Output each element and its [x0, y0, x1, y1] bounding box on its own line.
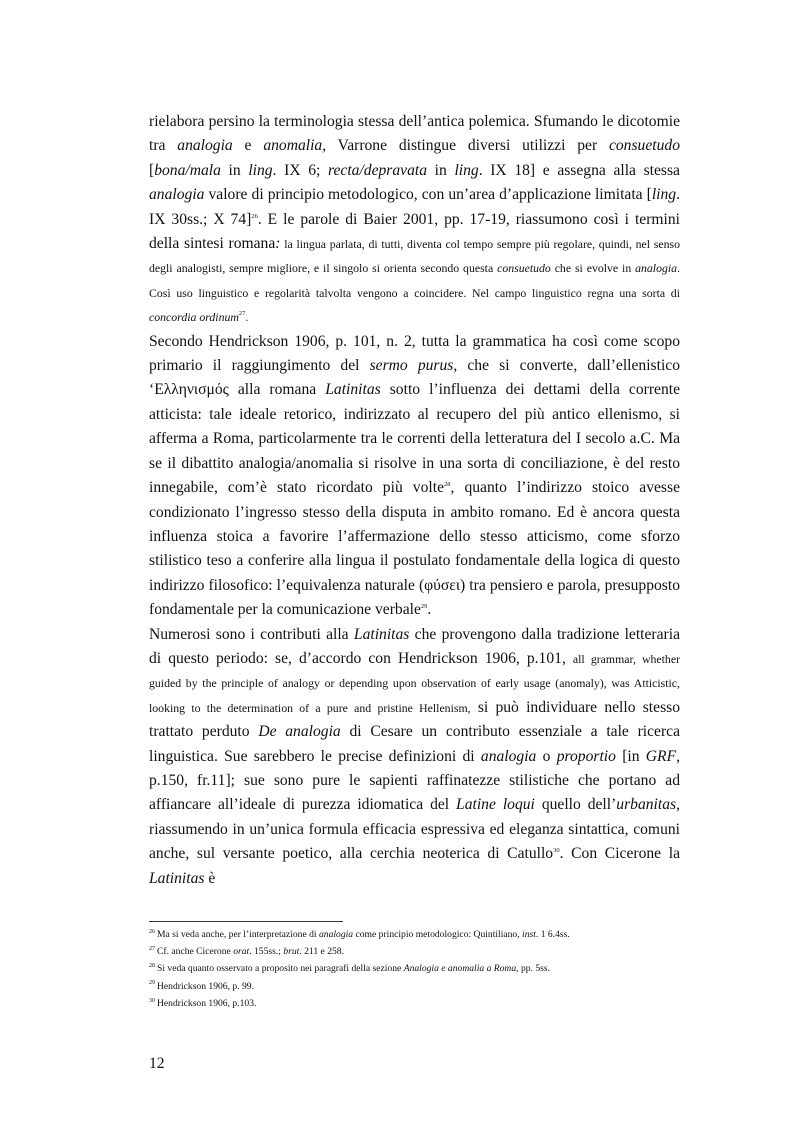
italic-term: brut — [283, 946, 300, 958]
footnote-29 — [149, 978, 709, 995]
italic-term: bona/mala — [154, 161, 221, 179]
text-run: valore di principio metodologico, con un’area d’applicazione limitata [ — [204, 186, 652, 204]
footnote-ref-26[interactable]: 26 — [251, 212, 258, 220]
italic-term: ling — [651, 186, 677, 204]
footnote-number: 28 — [149, 963, 155, 970]
italic-term: analogia — [480, 747, 537, 765]
text-run: la — [280, 237, 297, 252]
italic-term: consuetudo — [608, 137, 680, 155]
text-run: . E le parole di Baier 2001, pp. 17-19, riassumono così i termini della sintesi romana — [149, 210, 680, 253]
text-run: , Varrone distingue diversi utilizzi per — [322, 137, 609, 155]
footnote-number: 26 — [149, 928, 155, 935]
italic-term: concordia ordinum — [149, 310, 239, 325]
italic-term: urbanitas — [616, 796, 677, 814]
text-run: , p.150, fr.11]; sue sono pure le sapienti raffinatezze stilistiche che portano ad affiancare all’ideale di purezza idiomatica del — [149, 747, 681, 814]
footnote-26 — [149, 926, 709, 943]
footnote-text: Ma si veda anche, per l’interpretazione di — [157, 929, 319, 940]
text-run: . IX 30ss.; X 74] — [149, 186, 680, 228]
paragraph-3 — [149, 623, 680, 891]
footnote-text: Si veda quanto osservato a proposito nei paragrafi della sezione — [157, 963, 404, 975]
italic-term: ling — [248, 161, 273, 179]
footnote-text: . 211 e 258. — [299, 946, 344, 958]
text-run: sotto l’influenza dei dettami della corrente atticista: tale ideale retorico, indirizzato al recupero del più antico ellenismo, si afferma a Roma, particolarmente tra le correnti della letteratura del I secolo a.C. Ma se il dibattito analogia/anomalia si risolve in una sorta di conciliazione, è del resto innegabile, com’è stato ricordato più volte — [149, 381, 680, 497]
footnote-number: 30 — [149, 997, 155, 1004]
text-run: rielabora persino la terminologia stessa dell’antica polemica. Sfumando le dicotomie tra — [149, 113, 680, 155]
italic-term: analogia — [635, 261, 678, 276]
text-run: . — [427, 601, 432, 619]
text-run: e — [232, 137, 264, 155]
text-run: che provengono dalla tradizione letteraria di questo periodo: se, d’accordo con Hendrickson 1906, p.101, — [149, 625, 680, 667]
text-run: in — [220, 161, 249, 179]
italic-term: Latinitas — [325, 381, 381, 399]
italic-term: consuetudo — [497, 261, 551, 276]
italic-term: recta/depravata — [328, 161, 428, 179]
italic-term: sermo purus — [369, 357, 454, 375]
text-run: [ — [149, 161, 155, 179]
italic-term: Latine loqui — [456, 796, 535, 814]
text-run: . IX 18] e assegna alla stessa — [478, 161, 680, 179]
footnote-separator — [149, 921, 343, 922]
quotation: lingua parlata, di tutti, diventa col tempo sempre più regolare, quindi, nel senso degli analogisti, sempre migliore, e il singolo si orienta secondo questa — [149, 237, 680, 276]
text-run: è — [204, 869, 216, 887]
footnote-text: . 155ss.; — [249, 946, 284, 958]
text-run: , che si converte, dall’ellenistico ‘Ελληνισμός alla romana — [149, 357, 681, 399]
text-run: quello dell’ — [534, 796, 617, 814]
footnote-ref-29[interactable]: 29 — [420, 602, 428, 610]
footnote-28 — [149, 960, 709, 977]
quotation: . Così uso linguistico e regolarità talvolta vengono a coincidere. Nel campo linguistico regna una sorta di — [149, 261, 681, 300]
footnote-30 — [149, 995, 709, 1012]
italic-term: proportio — [556, 747, 616, 765]
text-run: Secondo Hendrickson 1906, p. 101, n. 2, tutta la grammatica ha così come scopo primario il raggiungimento del — [149, 332, 680, 375]
italic-term: analogia — [177, 137, 233, 155]
text-run: [in — [615, 747, 646, 765]
english-quotation: all grammar, whether guided by the principle of analogy or depending upon observation of early usage (anomaly), was Atticistic, looking to the determination of a pure and pristine Hellenism, — [149, 651, 681, 715]
footnote-ref-27[interactable]: 27 — [238, 310, 246, 318]
italic-term: anomalia — [263, 137, 323, 155]
text-run: si può individuare nello stesso trattato perduto — [149, 698, 680, 741]
italic-term: ling — [454, 161, 479, 179]
italic-term: inst — [522, 929, 536, 940]
quotation: . — [245, 310, 249, 325]
footnote-text: , pp. 5ss. — [516, 963, 551, 975]
footnote-text: Hendrickson 1906, p.103. — [157, 997, 257, 1009]
text-run: . Con Cicerone la — [559, 845, 680, 863]
text-run: o — [536, 747, 557, 765]
text-run: . IX 6; — [272, 161, 328, 179]
footnote-text: come principio metodologico: Quintiliano, — [353, 929, 523, 940]
footnote-number: 29 — [149, 980, 155, 987]
italic-term: : — [275, 235, 281, 253]
italic-term: analogia — [318, 929, 354, 940]
text-run: , quanto l’indirizzo stoico avesse condizionato l’ingresso stesso della disputa in ambito romano. Ed è ancora questa influenza stoica a favorire l’affermazione dello stesso atticismo, come sforzo stilistico teso a conferire alla lingua il postulato fondamentale della logica di questo indirizzo filosofico: l’equivalenza naturale (φύσει) tra pensiero e parola, presupposto fondamentale per la comunicazione verbale — [149, 479, 680, 619]
italic-term: Latinitas — [353, 625, 410, 643]
footnote-ref-28[interactable]: 28 — [443, 480, 451, 488]
body-text — [149, 110, 680, 891]
italic-term: GRF — [645, 747, 677, 765]
footnote-ref-30[interactable]: 30 — [553, 847, 560, 854]
paragraph-1 — [149, 110, 680, 330]
italic-term: De analogia — [258, 723, 341, 741]
page-number: 12 — [149, 1055, 165, 1072]
italic-term: analogia — [149, 186, 205, 204]
italic-term: Latinitas — [149, 869, 205, 887]
paragraph-2 — [149, 330, 680, 623]
footnotes — [149, 926, 709, 1012]
italic-term: orat — [233, 946, 250, 958]
quotation: che si evolve in — [550, 261, 636, 276]
footnote-text: Cf. anche Cicerone — [157, 946, 234, 958]
italic-term: Analogia e anomalia a Roma — [403, 963, 517, 975]
text-run: in — [427, 161, 455, 179]
footnote-text: . 1 6.4ss. — [535, 929, 570, 940]
footnote-number: 27 — [149, 946, 155, 953]
text-run: Numerosi sono i contributi alla — [149, 625, 354, 643]
footnote-text: Hendrickson 1906, p. 99. — [157, 980, 254, 992]
text-run: , riassumendo in un’unica formula efficacia espressiva ed eleganza sintattica, comuni anche, sul versante poetico, alla cerchia neoterica di Catullo — [149, 796, 680, 863]
footnote-27 — [149, 943, 709, 960]
text-run: di Cesare un contributo essenziale a tale ricerca linguistica. Sue sarebbero le precise definizioni di — [149, 723, 681, 765]
